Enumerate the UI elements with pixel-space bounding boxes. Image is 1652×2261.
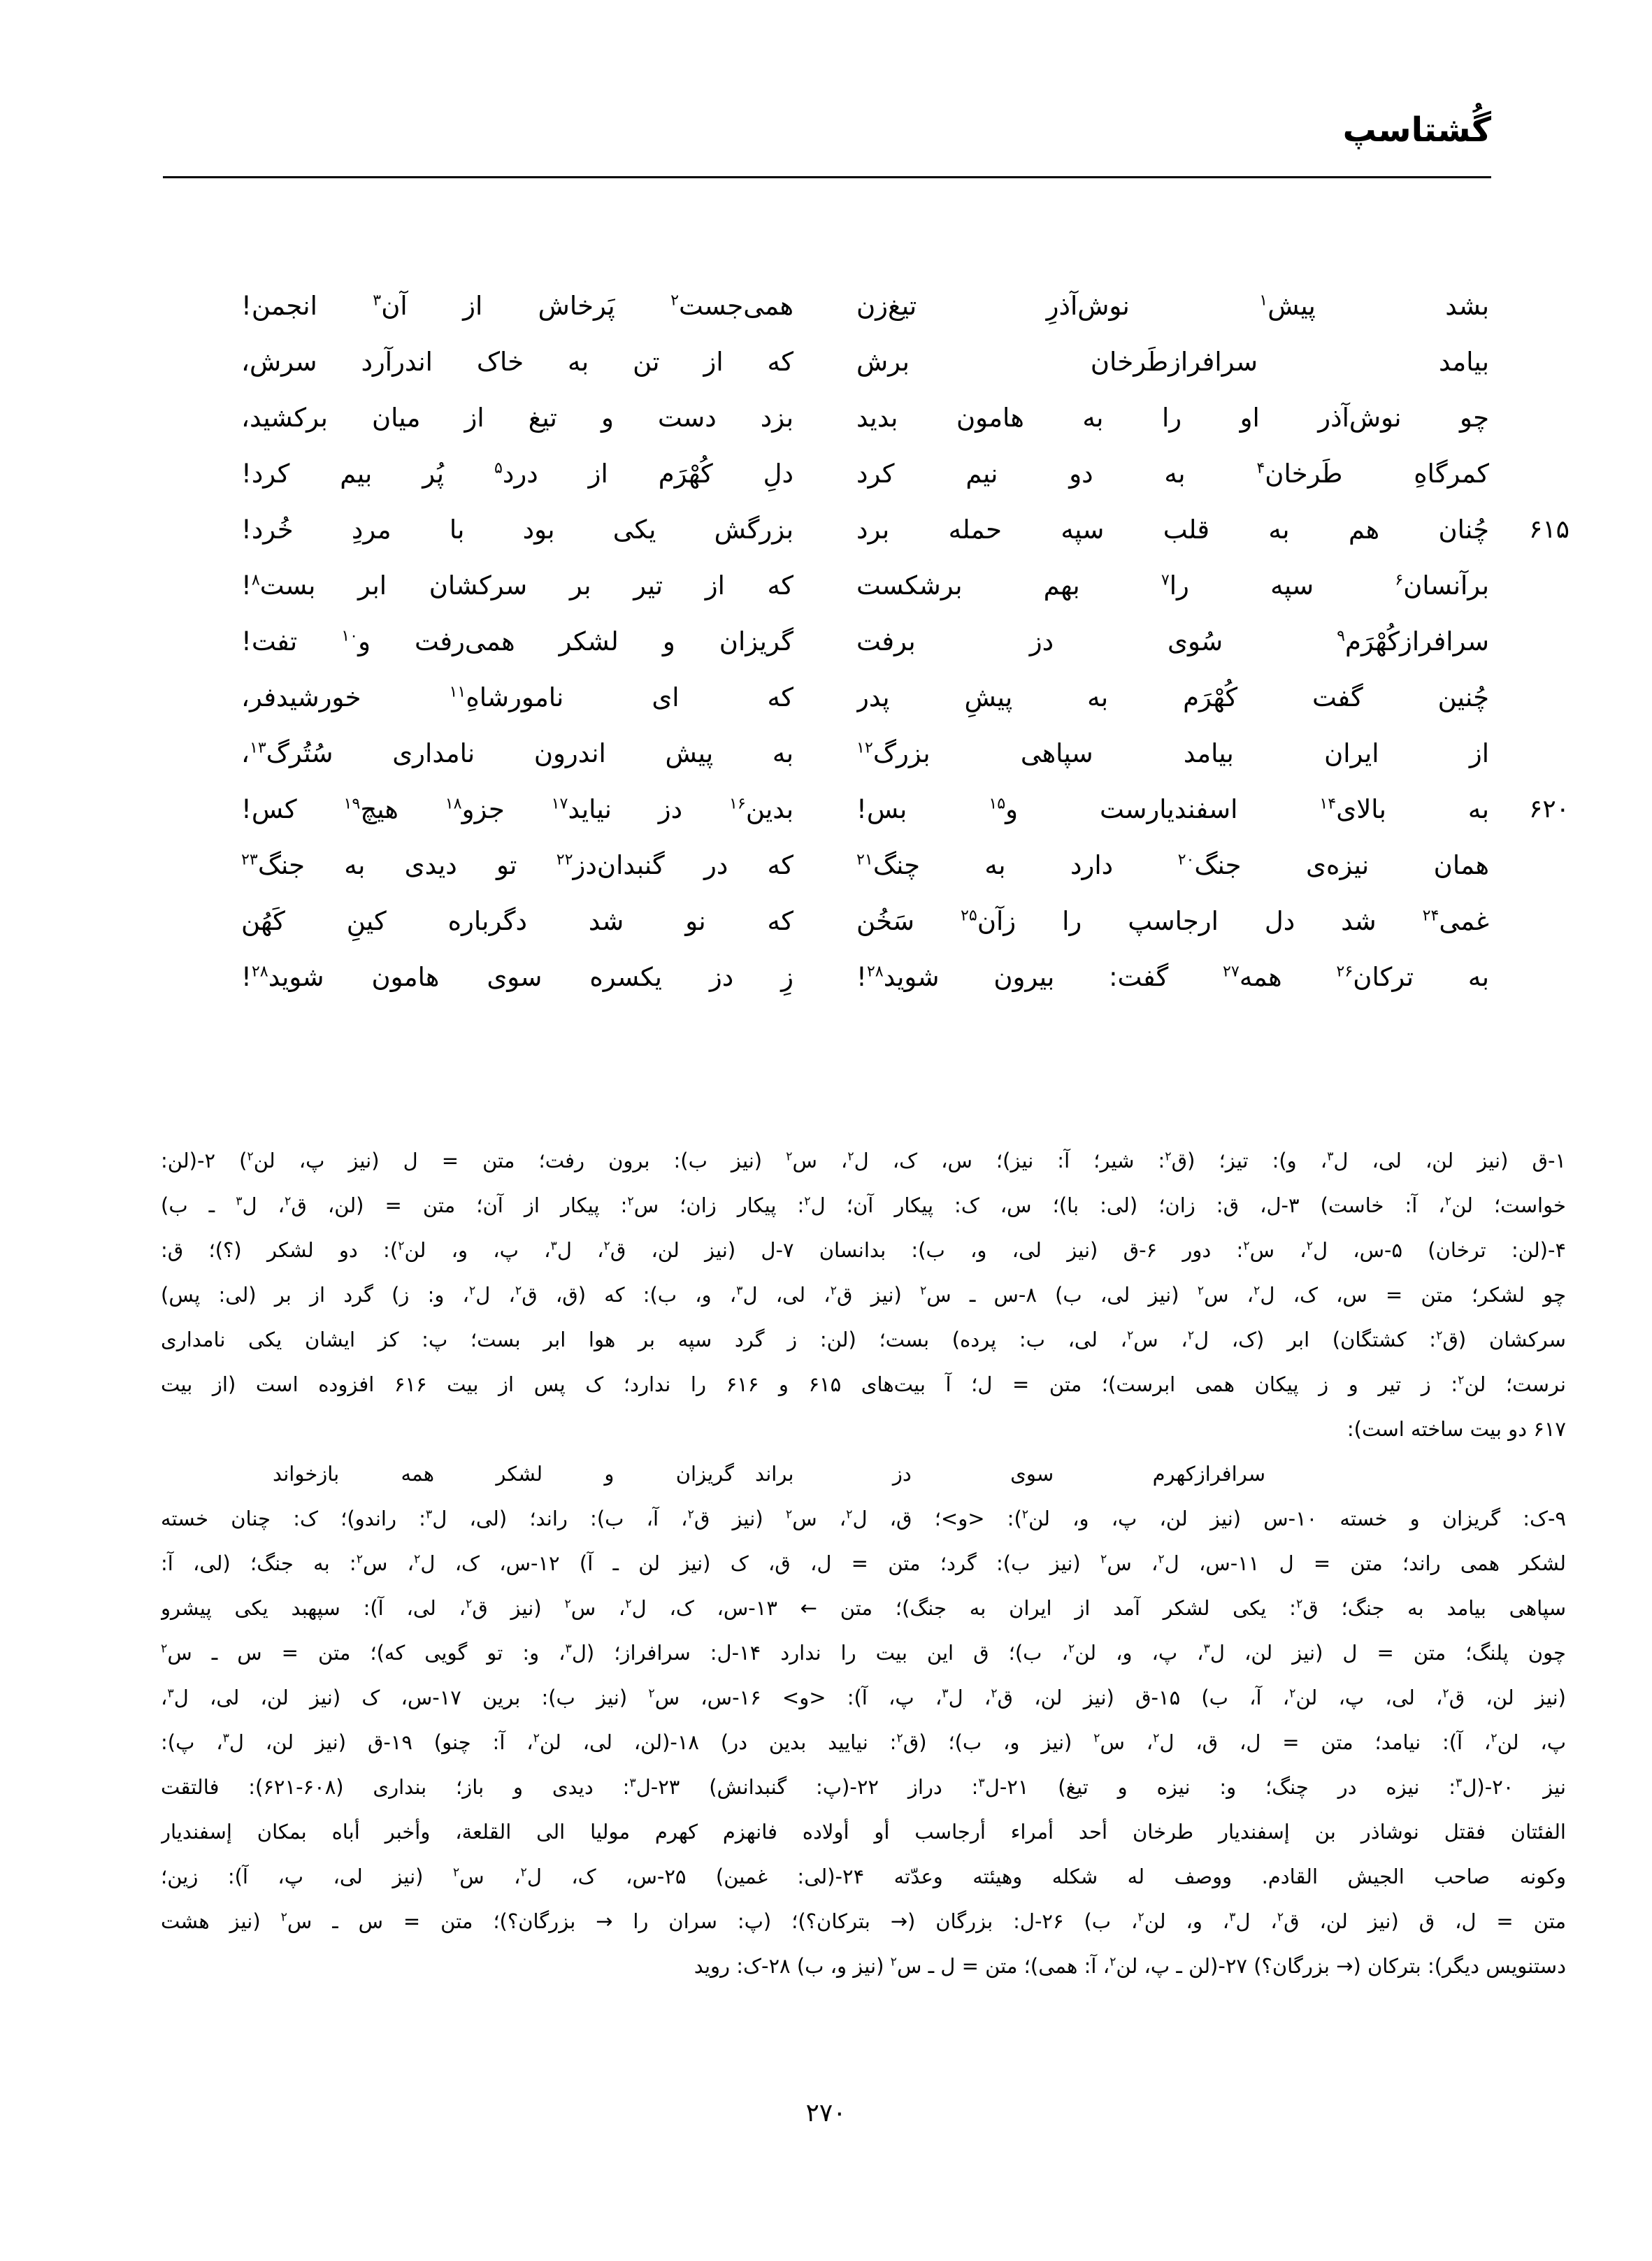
- critical-apparatus-block: [161, 1138, 1566, 1988]
- footnote-marker: ۲: [1444, 1194, 1452, 1209]
- verse-number: [1489, 614, 1570, 670]
- hemistich-left: گریزان و لشکر همی‌رفت و$^{۱۰}$ تفت!: [241, 626, 793, 656]
- footnote-marker: ۲: [627, 1194, 634, 1209]
- footnote-marker: ۲: [1187, 1328, 1195, 1343]
- hemistich-gap: [793, 726, 856, 782]
- footnote-marker: ۳: [1327, 1149, 1334, 1164]
- footnote-marker: ۳: [236, 1194, 243, 1209]
- footnote-marker: ۱۴: [1319, 794, 1337, 813]
- verse-number: [1489, 838, 1570, 893]
- verse-number: [1489, 446, 1570, 502]
- footnote-marker: ۲: [515, 1284, 522, 1298]
- footnote-marker: ۲: [1068, 1642, 1075, 1656]
- footnote-marker: ۳: [978, 1776, 985, 1790]
- footnote-marker: ۲: [1126, 1328, 1134, 1343]
- hemistich-left: همی‌جست$^۲$ پَرخاش از آن$^۳$ انجمن!: [241, 291, 793, 321]
- hemistich-gap: [793, 446, 856, 502]
- hemistich-gap: [793, 838, 856, 893]
- footnote-marker: ۲: [564, 1597, 571, 1612]
- footnote-marker: ۲: [1436, 1328, 1443, 1343]
- footnote-marker: ۳: [1229, 1910, 1236, 1925]
- footnote-marker: ۳: [736, 1284, 743, 1298]
- footnote-marker: ۲: [786, 1149, 793, 1164]
- apparatus-line: متن = ل، ق (نیز لن، ق$^۲$، ل$^۳$، و، لن$^۲$، ب) ۲۶-ل: بزرگان (→ بترکان؟)؛ (پ: سران را → بزرگان؟)؛ متن = س ـ س$^۲$ (نیز هشت: [161, 1909, 1566, 1933]
- footnote-marker: ۲: [1093, 1731, 1100, 1746]
- hemistich-gap: [793, 782, 856, 838]
- apparatus-line: ۱-ق (نیز لن، لی، ل$^۳$، و): تیز؛ (ق$^۲$: شیر؛ آ: نیز)؛ س، ک، ل$^۲$، س$^۲$ (نیز ب): برون رفت؛ متن = ل (نیز پ، لن$^۲$) ۲-(لن:: [161, 1149, 1566, 1172]
- footnote-marker: ۲۵: [961, 906, 977, 925]
- verse-number: [1489, 670, 1570, 726]
- hemistich-right: بیامد سرافرازطَرخان برش: [856, 347, 1489, 377]
- footnote-marker: ۱۹: [343, 794, 361, 813]
- footnote-marker: ۷: [1161, 570, 1170, 589]
- footnote-marker: ۲: [1197, 1284, 1205, 1298]
- footnote-marker: ۲۳: [241, 850, 258, 869]
- verse-row: [241, 334, 1570, 390]
- footnote-marker: ۲: [846, 1507, 853, 1522]
- hemistich-left: به پیش اندرون نامداری سُتُرگ$^{۱۳}$،: [241, 738, 793, 768]
- verse-row: [241, 726, 1570, 782]
- hemistich-right: همان نیزه‌ی جنگ$^{۲۰}$ دارد به چنگ$^{۲۱}$: [856, 850, 1489, 880]
- footnote-marker: ۳: [373, 291, 382, 310]
- footnote-marker: ۳: [565, 1642, 572, 1656]
- hemistich-right: چُنان هم به قلب سپه حمله برد: [856, 515, 1489, 545]
- apparatus-line: الفئتان فقتل نوشاذر بن إسفندیار طرخان أحد أمراء أرجاسب أو أولاده فانهزم کهرم مولیا الی القلعة، وأخبر أباه بمکان إسفندیار: [161, 1820, 1566, 1844]
- verse-number: [1489, 893, 1570, 949]
- hemistich-gap: [793, 893, 856, 949]
- footnote-marker: ۲: [247, 1149, 254, 1164]
- footnote-marker: ۹: [1337, 626, 1346, 645]
- hemistich-left: که ای نامورشاهِ$^{۱۱}$ خورشیدفر،: [241, 682, 793, 712]
- hemistich-gap: [793, 614, 856, 670]
- footnote-marker: ۲: [398, 1239, 405, 1254]
- footnote-marker: ۲: [285, 1194, 292, 1209]
- hemistich-gap: [793, 334, 856, 390]
- footnote-marker: ۲: [356, 1552, 364, 1567]
- hemistich-right: بشد پیش$^۱$ نوش‌آذرِ تیغ‌زن: [856, 291, 1489, 321]
- footnote-marker: ۸: [251, 570, 260, 589]
- footnote-marker: ۲: [452, 1865, 460, 1880]
- apparatus-line: چون پلنگ؛ متن = ل (نیز لن، ل$^۳$، پ، و، لن$^۲$، ب)؛ ق این بیت را ندارد ۱۴-ل: سرافراز؛ (ل$^۳$، و: تو گویی که)؛ متن = س ـ س$^۲$: [161, 1641, 1566, 1665]
- hemistich-right: به بالای$^{۱۴}$ اسفندیارست و$^{۱۵}$ بس!: [856, 794, 1489, 824]
- hemistich-right: کمرگاهِ طَرخان$^۴$ به دو نیم کرد: [856, 459, 1489, 489]
- footnote-marker: ۲: [625, 1597, 632, 1612]
- footnote-marker: ۲۴: [1422, 906, 1439, 925]
- footnote-marker: ۳: [942, 1686, 949, 1701]
- verse-row: [241, 502, 1570, 558]
- footnote-marker: ۲: [520, 1865, 527, 1880]
- hemistich-left: دلِ کُهْرَم از درد$^۵$ پُر بیم کرد!: [241, 459, 793, 489]
- apparatus-line: سرکشان (ق$^۲$: کشتگان) ابر (ک، ل$^۲$، س$^۲$، لی، ب: پرده) بست؛ (لن: ز گرد سپه بر هوا ابر بست؛ پ: کز ایشان یکی نامداری: [161, 1328, 1566, 1351]
- footnote-marker: ۲۱: [856, 850, 873, 869]
- verse-number: [1489, 390, 1570, 446]
- footnote-marker: ۲: [785, 1507, 793, 1522]
- footnote-marker: ۲: [1100, 1552, 1107, 1567]
- footnote-marker: ۲: [896, 1731, 903, 1746]
- footnote-marker: ۲: [847, 1149, 854, 1164]
- verse-row: [241, 614, 1570, 670]
- apparatus-line: لشکر همی راند؛ متن = ل ۱۱-س، ل$^۲$، س$^۲$ (نیز ب): گرد؛ متن = ل، ق، ک (نیز لن ـ آ) ۱۲-س، ک، ل$^۲$، س$^۲$: به جنگ؛ (لی، آ:: [161, 1551, 1566, 1575]
- footnote-marker: ۲: [161, 1642, 168, 1656]
- apparatus-line: نیز ۲۰-(ل$^۳$: نیزه در چنگ؛ و: نیزه و تیغ) ۲۱-ل$^۳$: دراز ۲۲-(پ: گنبدانش) ۲۳-ل$^۳$: دیدی و باز؛ بنداری (۶۰۸-۶۲۱): فالتقت: [161, 1775, 1566, 1799]
- footnote-marker: ۳: [550, 1239, 557, 1254]
- footnote-marker: ۲: [1491, 1731, 1497, 1746]
- hemistich-left: که در گنبدان‌دز$^{۲۲}$ تو دیدی به جنگ$^{۲۳}$: [241, 850, 793, 880]
- footnote-marker: ۲: [468, 1284, 476, 1298]
- hemistich-left: بزد دست و تیغ از میان برکشید،: [241, 403, 793, 433]
- footnote-marker: ۲: [533, 1731, 540, 1746]
- footnote-marker: ۳: [167, 1686, 174, 1701]
- apparatus-line: خواست؛ لن$^۲$، آ: خاست) ۳-ل، ق: زان؛ (لی: با)؛ س، ک: پیکار آن؛ ل$^۲$: پیکار زان؛ س$^۲$: پیکار از آن؛ متن = (لن، ق$^۲$، ل$^۳$ ـ ب): [161, 1193, 1566, 1217]
- footnote-marker: ۲: [1458, 1373, 1465, 1388]
- hemistich-right: چو نوش‌آذر او را به هامون بدید: [856, 403, 1489, 433]
- verse-number: [1489, 949, 1570, 1005]
- apparatus-line: وکونه صاحب الجیش القادم. ووصف له شکله وهیئته وعدّته ۲۴-(لی: غمین) ۲۵-س، ک، ل$^۲$، س$^۲$ (نیز لی، پ، آ): زین؛: [161, 1865, 1566, 1888]
- hemistich-gap: [793, 558, 856, 614]
- apparatus-line: ۴-(لن: ترخان) ۵-س، ل$^۲$، س$^۲$: دور ۶-ق (نیز لی، و، ب): بدانسان ۷-ل (نیز لن، ق$^۲$، ل$^۳$، پ، و، لن$^۲$): دو لشکر (؟)؛ ق:: [161, 1238, 1566, 1262]
- verse-number: ۶۲۰: [1528, 795, 1570, 824]
- hemistich-right: برآنسان$^۶$ سپه را$^۷$ بهم برشکست: [856, 570, 1489, 601]
- inserted-hemistich-gap: [734, 1451, 755, 1496]
- footnote-marker: ۲: [648, 1686, 655, 1701]
- footnote-marker: ۲۲: [556, 850, 573, 869]
- footnote-marker: ۲۷: [1223, 962, 1240, 981]
- footnote-marker: ۱۲: [856, 738, 873, 757]
- footnote-marker: ۲: [687, 1507, 694, 1522]
- hemistich-right: سرافرازکُهْرَم$^۹$ سُوی دز برفت: [856, 626, 1489, 656]
- footnote-marker: ۵: [494, 459, 503, 478]
- footnote-marker: ۳: [425, 1507, 433, 1522]
- footnote-marker: ۲: [1306, 1239, 1313, 1254]
- verse-number: [1489, 558, 1570, 614]
- footnote-marker: ۱۰: [341, 626, 359, 645]
- verse-row: [241, 446, 1570, 502]
- footnote-marker: ۲: [1158, 1552, 1165, 1567]
- verse-row: [241, 278, 1570, 334]
- footnote-marker: ۲: [1243, 1239, 1250, 1254]
- footnote-marker: ۳: [1203, 1642, 1210, 1656]
- apparatus-line: نرست؛ لن$^۲$: ز تیر و ز پیکان همی ابرست)؛ متن = ل؛ آ بیت‌های ۶۱۵ و ۶۱۶ را ندارد؛ ک پس از بیت ۶۱۶ افزوده است (از بیت: [161, 1372, 1566, 1396]
- hemistich-left: که از تن به خاک اندرآرد سرش،: [241, 347, 793, 377]
- verse-number: [1489, 726, 1570, 782]
- footnote-marker: ۲: [1254, 1284, 1260, 1298]
- footnote-marker: ۲: [890, 1955, 897, 1969]
- footnote-marker: ۶: [1395, 570, 1404, 589]
- footnote-marker: ۲: [1277, 1910, 1284, 1925]
- footnote-marker: ۱۱: [449, 682, 466, 701]
- inserted-hemistich-right: سرافرازکهرم سوی دز براند: [755, 1462, 1265, 1486]
- footnote-marker: ۱۷: [551, 794, 568, 813]
- verse-row: [241, 558, 1570, 614]
- footnote-marker: ۲: [1021, 1507, 1029, 1522]
- hemistich-left: بزرگش یکی بود با مردِ خُرد!: [241, 515, 793, 545]
- hemistich-right: چُنین گفت کُهْرَم به پیشِ پدر: [856, 682, 1489, 712]
- hemistich-right: از ایران بیامد سپاهی بزرگ$^{۱۲}$: [856, 738, 1489, 768]
- page-number: ۲۷۰: [805, 2099, 847, 2127]
- header-rule: [163, 176, 1491, 178]
- hemistich-gap: [793, 390, 856, 446]
- apparatus-inserted-verse: [161, 1451, 1566, 1496]
- apparatus-line: پ، لن$^۲$، آ): نیامد؛ متن = ل، ق، ل$^۲$، س$^۲$ (نیز و، ب)؛ (ق$^۲$: نیایید بدین در) ۱۸-(لن، لی، لن$^۲$، آ: چنو) ۱۹-ق (نیز لن، ل$^۳$، پ):: [161, 1730, 1566, 1754]
- apparatus-line: ۹-ک: گریزان و خسته ۱۰-س (نیز لن، پ، و، لن$^۲$): <و>؛ ق، ل$^۲$، س$^۲$ (نیز ق$^۲$، آ، ب): راند؛ (لی، ل$^۳$: راندو)؛ ک: چنان خسته: [161, 1507, 1566, 1530]
- hemistich-gap: [793, 670, 856, 726]
- footnote-marker: ۲: [919, 1284, 927, 1298]
- footnote-marker: ۲: [603, 1239, 610, 1254]
- footnote-marker: ۲: [1442, 1686, 1449, 1701]
- footnote-marker: ۱۵: [989, 794, 1006, 813]
- footnote-marker: ۲: [1153, 1731, 1160, 1746]
- footnote-marker: ۲: [465, 1597, 473, 1612]
- inserted-hemistich-left: گریزان و لشکر همه بازخواند: [273, 1462, 734, 1486]
- hemistich-left: زِ دز یکسره سوی هامون شوید$^{۲۸}$!: [241, 962, 793, 992]
- footnote-marker: ۱۸: [445, 794, 462, 813]
- verse-number: [1489, 334, 1570, 390]
- verse-row: [241, 893, 1570, 949]
- footnote-marker: ۲: [1165, 1149, 1172, 1164]
- verse-row: [241, 670, 1570, 726]
- footnote-marker: ۲: [414, 1552, 421, 1567]
- footnote-marker: ۲: [670, 291, 680, 310]
- page-title: گُشتاسپ: [1342, 110, 1491, 150]
- footnote-marker: ۲: [1109, 1955, 1116, 1969]
- hemistich-gap: [793, 949, 856, 1005]
- apparatus-line: ۶۱۷ دو بیت ساخته است):: [1346, 1417, 1566, 1441]
- footnote-marker: ۳: [222, 1731, 229, 1746]
- verse-number: [1489, 278, 1570, 334]
- footnote-marker: ۲۰: [1177, 850, 1195, 869]
- verse-row: [241, 838, 1570, 893]
- footnote-marker: ۲۸: [866, 962, 884, 981]
- hemistich-left: که نو شد دگرباره کینِ کَهُن: [241, 906, 793, 936]
- footnote-marker: ۲: [1289, 1686, 1296, 1701]
- footnote-marker: ۲: [1295, 1597, 1303, 1612]
- footnote-marker: ۲: [830, 1284, 837, 1298]
- footnote-marker: ۲: [804, 1194, 811, 1209]
- poem-block: [241, 278, 1570, 1005]
- hemistich-right: غمی$^{۲۴}$ شد دل ارجاسپ را زآن$^{۲۵}$ سَخُن: [856, 906, 1489, 936]
- footnote-marker: ۲: [991, 1686, 998, 1701]
- verse-row: [241, 390, 1570, 446]
- verse-row: [241, 782, 1570, 838]
- apparatus-line: (نیز لن، ق$^۲$، لی، پ، لن$^۲$، آ، ب) ۱۵-ق (نیز لن، ق$^۲$، ل$^۳$، پ، آ): <و> ۱۶-س، س$^۲$ (نیز ب): برین ۱۷-س، ک (نیز لن، لی، ل$^۳$،: [161, 1686, 1566, 1709]
- verse-number: ۶۱۵: [1528, 515, 1570, 544]
- hemistich-right: به ترکان$^{۲۶}$ همه$^{۲۷}$ گفت: بیرون شوید$^{۲۸}$!: [856, 962, 1489, 992]
- footnote-marker: ۴: [1256, 459, 1265, 478]
- footnote-marker: ۳: [629, 1776, 636, 1790]
- footnote-marker: ۲: [1137, 1910, 1144, 1925]
- apparatus-line: سپاهی بیامد به جنگ؛ ق$^۲$: یکی لشکر آمد از ایران به جنگ)؛ متن ← ۱۳-س، ک، ل$^۲$، س$^۲$ (نیز ق$^۲$، لی، آ): سپهبد یکی پیشرو: [161, 1596, 1566, 1620]
- verse-row: [241, 949, 1570, 1005]
- footnote-marker: ۲۸: [251, 962, 268, 981]
- hemistich-left: که از تیر بر سرکشان ابر بست$^۸$!: [241, 570, 793, 601]
- footnote-marker: ۱۶: [728, 794, 746, 813]
- footnote-marker: ۲: [280, 1910, 287, 1925]
- footnote-marker: ۲۶: [1336, 962, 1353, 981]
- footnote-marker: ۱: [1259, 291, 1268, 310]
- apparatus-line: دستنویس دیگر): بترکان (→ بزرگان؟) ۲۷-(لن ـ پ، لن$^۲$، آ: همی)؛ متن = ل ـ س$^۲$ (نیز و، ب) ۲۸-ک: روید: [694, 1954, 1566, 1978]
- footnote-marker: ۱۳: [249, 738, 266, 757]
- hemistich-gap: [793, 278, 856, 334]
- hemistich-left: بدین$^{۱۶}$ دز نیاید$^{۱۷}$ جزو$^{۱۸}$ هیچ$^{۱۹}$ کس!: [241, 794, 793, 824]
- footnote-marker: ۳: [1456, 1776, 1463, 1790]
- hemistich-gap: [793, 502, 856, 558]
- apparatus-line: چو لشکر؛ متن = س، ک، ل$^۲$، س$^۲$ (نیز لی، ب) ۸-س ـ س$^۲$ (نیز ق$^۲$، لی، ل$^۳$، و، ب): که (ق، ق$^۲$، ل$^۲$، و: ز) گرد از بر (لی: پس): [161, 1283, 1566, 1307]
